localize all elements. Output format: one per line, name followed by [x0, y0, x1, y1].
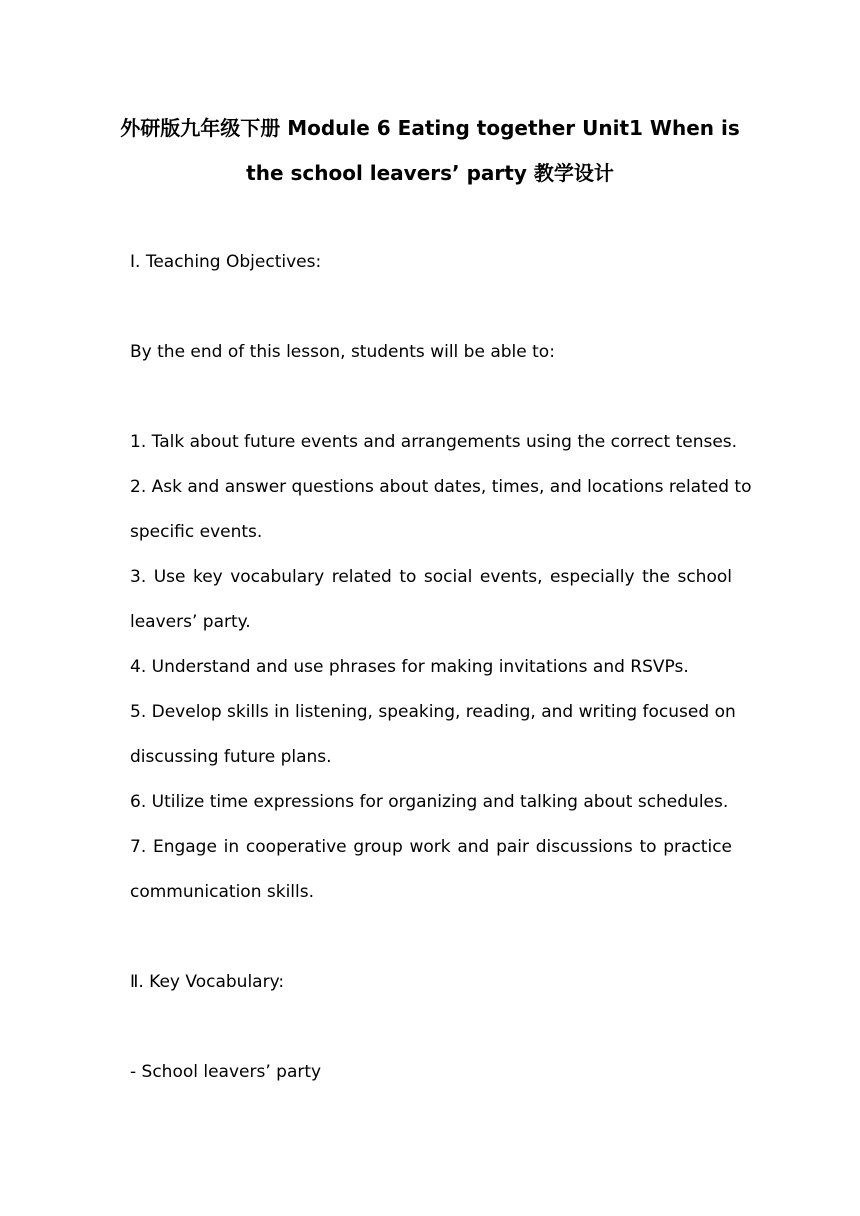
document-title-line-2: the school leavers’ party 教学设计: [246, 161, 614, 185]
objective-2-line-2: specific events.: [130, 522, 263, 542]
vocab-item-1: - School leavers’ party: [130, 1062, 322, 1082]
document-title-line-1: 外研版九年级下册 Module 6 Eating together Unit1 When is: [120, 116, 740, 140]
objective-5-line-1: 5. Develop skills in listening, speaking, reading, and writing focused on: [130, 702, 736, 722]
objective-3-line-2: leavers’ party.: [130, 612, 251, 632]
section-heading-key-vocabulary: Ⅱ. Key Vocabulary:: [130, 972, 285, 992]
intro-sentence: By the end of this lesson, students will be able to:: [130, 342, 555, 362]
objective-7-line-1: 7. Engage in cooperative group work and pair discussions to practice: [130, 837, 732, 857]
objective-5-line-2: discussing future plans.: [130, 747, 332, 767]
objective-3-line-1: 3. Use key vocabulary related to social events, especially the school: [130, 567, 732, 587]
section-heading-teaching-objectives: I. Teaching Objectives:: [130, 252, 322, 272]
objective-1: 1. Talk about future events and arrangements using the correct tenses.: [130, 432, 738, 452]
objective-7-line-2: communication skills.: [130, 882, 315, 902]
objective-4: 4. Understand and use phrases for making invitations and RSVPs.: [130, 657, 689, 677]
objective-6: 6. Utilize time expressions for organizing and talking about schedules.: [130, 792, 729, 812]
objective-2-line-1: 2. Ask and answer questions about dates, times, and locations related to: [130, 477, 752, 497]
